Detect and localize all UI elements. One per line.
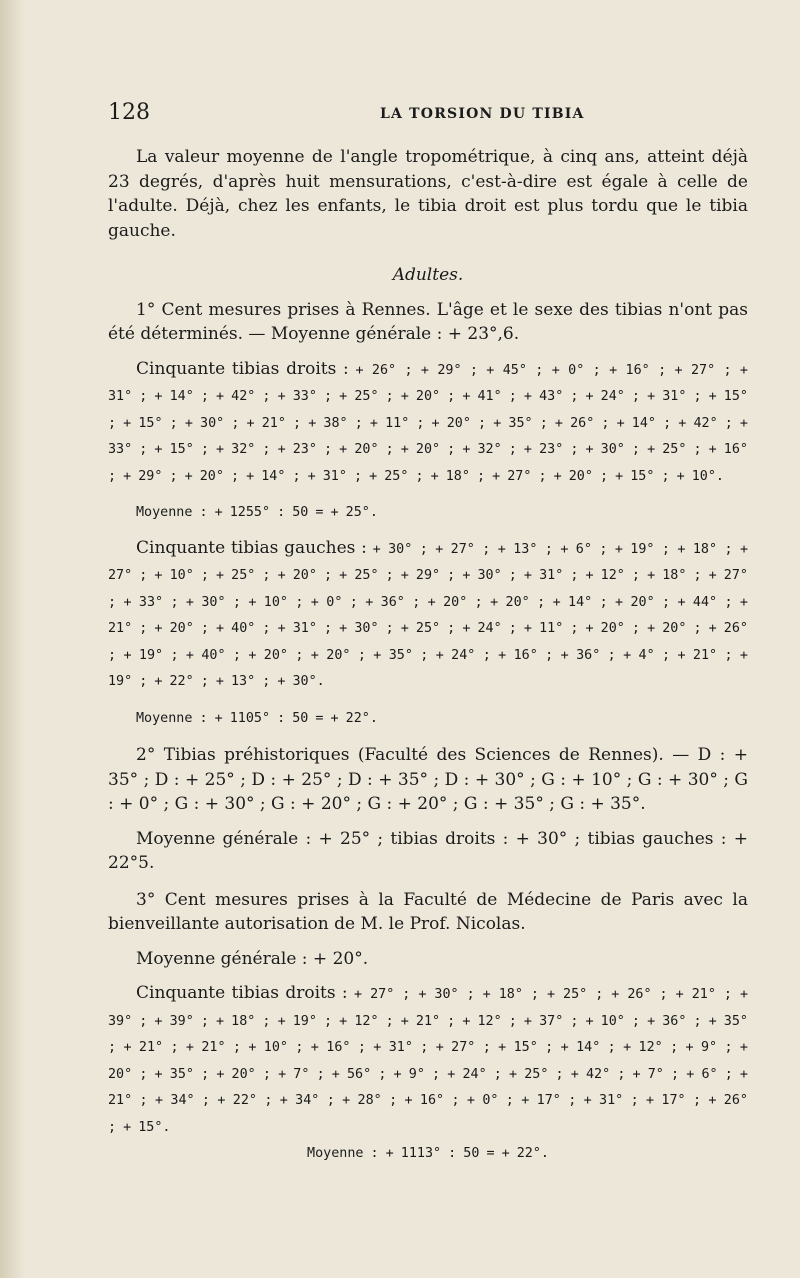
section-title-adultes: Adultes. (392, 265, 464, 285)
section-1-right-tibias (108, 357, 756, 490)
section-3-right-tibias (108, 981, 756, 1140)
page-number: 128 (108, 100, 150, 125)
section-1-left-average (108, 705, 748, 732)
section-3-paris: 3° Cent mesures prises à la Faculté de Médecine de Paris avec la bienveillante autorisation de M. le Prof. Nicolas. (108, 889, 748, 934)
section-3-right-average (108, 1140, 748, 1167)
section-3-general-average: Moyenne générale : + 20°. (136, 948, 369, 969)
right-average-text: Moyenne : + 1255° : 50 = + 25°. (136, 505, 378, 520)
section-2-average: Moyenne générale : + 25° ; tibias droits : + 30° ; tibias gauches : + 22°5. (108, 828, 748, 873)
left-tibias-label: Cinquante tibias gauches : (136, 537, 367, 558)
paris-right-tibias-values: + 27° ; + 30° ; + 18° ; + 25° ; + 26° ; + 21° ; + 39° ; + 39° ; + 18° ; + 19° ; + 12° ; + 21° ; + 12° ; + 37° ; + 10° ; + 36° ; + 35° ; + 21° ; + 21° ; + 10° ; + 16° ; + 31° ; + 27° ; + 15° ; + 14° ; + 12° ; + 9° ; + 20° ; + 35° ; + 20° ; + 7° ; + 56° ; + 9° ; + 24° ; + 25° ; + 42° ; + 7° ; + 6° ; + 21° ; + 34° ; + 22° ; + 34° ; + 28° ; + 16° ; + 0° ; + 17° ; + 31° ; + 17° ; + 26° ; + 15°. (108, 987, 756, 1135)
page-body (108, 145, 756, 1167)
intro-paragraph: La valeur moyenne de l'angle tropométrique, à cinq ans, atteint déjà 23 degrés, d'après huit mensurations, c'est-à-dire est égale à celle de l'adulte. Déjà, chez les enfants, le tibia droit est plus tordu que le tibia gauche. (108, 147, 748, 241)
section-1-left-tibias (108, 536, 756, 695)
running-title: LA TORSION DU TIBIA (380, 106, 585, 122)
left-tibias-values: + 30° ; + 27° ; + 13° ; + 6° ; + 19° ; + 18° ; + 27° ; + 10° ; + 25° ; + 20° ; + 25° ; + 29° ; + 30° ; + 31° ; + 12° ; + 18° ; + 27° ; + 33° ; + 30° ; + 10° ; + 0° ; + 36° ; + 20° ; + 20° ; + 14° ; + 20° ; + 44° ; + 21° ; + 20° ; + 40° ; + 31° ; + 30° ; + 25° ; + 24° ; + 11° ; + 20° ; + 20° ; + 26° ; + 19° ; + 40° ; + 20° ; + 20° ; + 35° ; + 24° ; + 16° ; + 36° ; + 4° ; + 21° ; + 19° ; + 22° ; + 13° ; + 30°. (108, 541, 756, 689)
section-1-intro: 1° Cent mesures prises à Rennes. L'âge et le sexe des tibias n'ont pas été déterminés. — Moyenne générale : + 23°,6. (108, 299, 748, 344)
right-tibias-label: Cinquante tibias droits : (136, 358, 349, 379)
left-average-text: Moyenne : + 1105° : 50 = + 22°. (136, 710, 378, 726)
paris-right-average-text: Moyenne : + 1113° : 50 = + 22°. (307, 1146, 549, 1161)
section-2-prehistoric: 2° Tibias préhistoriques (Faculté des Sciences de Rennes). — D : + 35° ; D : + 25° ; D : + 25° ; D : + 35° ; D : + 30° ; G : + 10° ; G : + 30° ; G : + 0° ; G : + 30° ; G : + 20° ; G : + 20° ; G : + 35° ; G : + 35°. (108, 745, 748, 814)
page-edge-shadow (0, 0, 26, 1278)
page-header (0, 100, 800, 130)
section-1-right-average (108, 499, 748, 526)
right-tibias-values: + 26° ; + 29° ; + 45° ; + 0° ; + 16° ; + 27° ; + 31° ; + 14° ; + 42° ; + 33° ; + 25° ; + 20° ; + 41° ; + 43° ; + 24° ; + 31° ; + 15° ; + 15° ; + 30° ; + 21° ; + 38° ; + 11° ; + 20° ; + 35° ; + 26° ; + 14° ; + 42° ; + 33° ; + 15° ; + 32° ; + 23° ; + 20° ; + 20° ; + 32° ; + 23° ; + 30° ; + 25° ; + 16° ; + 29° ; + 20° ; + 14° ; + 31° ; + 25° ; + 18° ; + 27° ; + 20° ; + 15° ; + 10°. (108, 362, 756, 484)
paris-right-tibias-label: Cinquante tibias droits : (136, 983, 348, 1003)
